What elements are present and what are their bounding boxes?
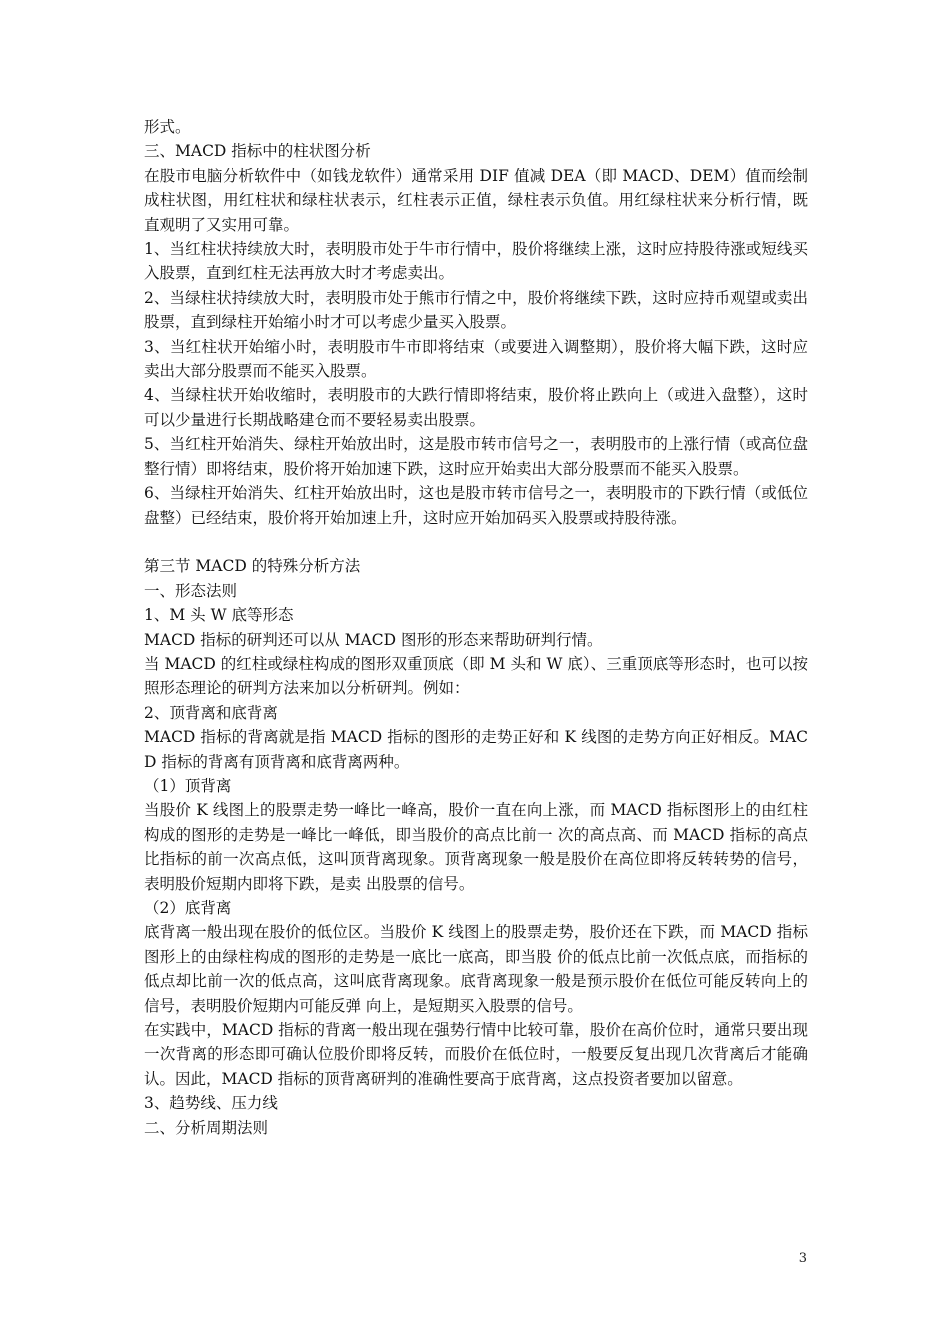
list-item-rule-5: 5、当红柱开始消失、绿柱开始放出时，这是股市转市信号之一，表明股市的上涨行情（或高位盘整行情）即将结束，股价将开始加速下跌，这时应开始卖出大部分股票而不能买入股票。 xyxy=(144,435,808,478)
list-item-rule-1: 1、当红柱状持续放大时，表明股市处于牛市行情中，股价将继续上涨，这时应持股待涨或短线买入股票，直到红柱无法再放大时才考虑卖出。 xyxy=(144,240,808,283)
subheading-divergence: 2、顶背离和底背离 xyxy=(144,703,278,722)
section-heading-special-methods: 第三节 MACD 的特殊分析方法 xyxy=(144,557,361,576)
list-item-rule-2: 2、当绿柱状持续放大时，表明股市处于熊市行情之中，股价将继续下跌，这时应持币观望或卖出股票，直到绿柱开始缩小时才可以考虑少量买入股票。 xyxy=(144,288,808,332)
paragraph-histogram-intro: 在股市电脑分析软件中（如钱龙软件）通常采用 DIF 值减 DEA（即 MACD、DEM）值而绘制成柱状图，用红柱状和绿柱状表示，红柱表示正值，绿柱表示负值。用红绿柱状来分析行情，既直观明了又实用可靠。 xyxy=(144,166,808,234)
section-heading-histogram: 三、MACD 指标中的柱状图分析 xyxy=(144,142,371,161)
subheading-trendline: 3、趋势线、压力线 xyxy=(144,1094,278,1113)
subheading-bottom-divergence: （2）底背离 xyxy=(144,898,232,917)
list-item-rule-6: 6、当绿柱开始消失、红柱开始放出时，这也是股市转市信号之一，表明股市的下跌行情（或低位盘整）已经结束，股价将开始加速上升，这时应开始加码买入股票或持股待涨。 xyxy=(144,484,808,527)
paragraph-pattern-2: 当 MACD 的红柱或绿柱构成的图形双重顶底（即 M 头和 W 底）、三重顶底等形态时，也可以按照形态理论的研判方法来加以分析研判。例如： xyxy=(144,654,808,698)
paragraph-bottom-divergence: 底背离一般出现在股价的低位区。当股价 K 线图上的股票走势，股价还在下跌，而 MACD 指标图形上的由绿柱构成的图形的走势是一底比一底高，即当股 价的低点比前一次低点底，而指标的低点却比前一次的低点高，这叫底背离现象。底背离现象一般是预示股价在低位可能反转向上的信号，表明股价短期内可能反弹 向上，是短期买入股票的信号。 xyxy=(144,923,808,1015)
subheading-top-divergence: （1）顶背离 xyxy=(144,776,232,795)
subheading-period-rules: 二、分析周期法则 xyxy=(144,1118,269,1137)
paragraph-top-divergence: 当股价 K 线图上的股票走势一峰比一峰高，股价一直在向上涨，而 MACD 指标图形上的由红柱构成的图形的走势是一峰比一峰低，即当股价的高点比前一 次的高点高、而 MACD 指标的高点比指标的前一次高点低，这叫顶背离现象。顶背离现象一般是股价在高位即将反转转势的信号，表明股价短期内即将下跌，是卖 出股票的信号。 xyxy=(144,801,808,893)
blank-line xyxy=(144,530,808,554)
subheading-m-top-w-bottom: 1、M 头 W 底等形态 xyxy=(144,606,294,625)
document-body xyxy=(144,115,808,1140)
paragraph-practice: 在实践中，MACD 指标的背离一般出现在强势行情中比较可靠，股价在高价位时，通常只要出现一次背离的形态即可确认位股价即将反转，而股价在低位时，一般要反复出现几次背离后才能确认。因此，MACD 指标的顶背离研判的准确性要高于底背离，这点投资者要加以留意。 xyxy=(144,1021,808,1088)
paragraph-pattern-1: MACD 指标的研判还可以从 MACD 图形的形态来帮助研判行情。 xyxy=(144,630,603,649)
paragraph-continuation: 形式。 xyxy=(144,118,191,136)
list-item-rule-3: 3、当红柱状开始缩小时，表明股市牛市即将结束（或要进入调整期），股价将大幅下跌，这时应卖出大部分股票而不能买入股票。 xyxy=(144,337,808,381)
subheading-pattern-rules: 一、形态法则 xyxy=(144,581,238,600)
list-item-rule-4: 4、当绿柱状开始收缩时，表明股市的大跌行情即将结束，股价将止跌向上（或进入盘整），这时可以少量进行长期战略建仓而不要轻易卖出股票。 xyxy=(144,386,808,429)
page-number: 3 xyxy=(798,1251,807,1266)
paragraph-divergence-intro: MACD 指标的背离就是指 MACD 指标的图形的走势正好和 K 线图的走势方向正好相反。MACD 指标的背离有顶背离和底背离两种。 xyxy=(144,728,808,771)
